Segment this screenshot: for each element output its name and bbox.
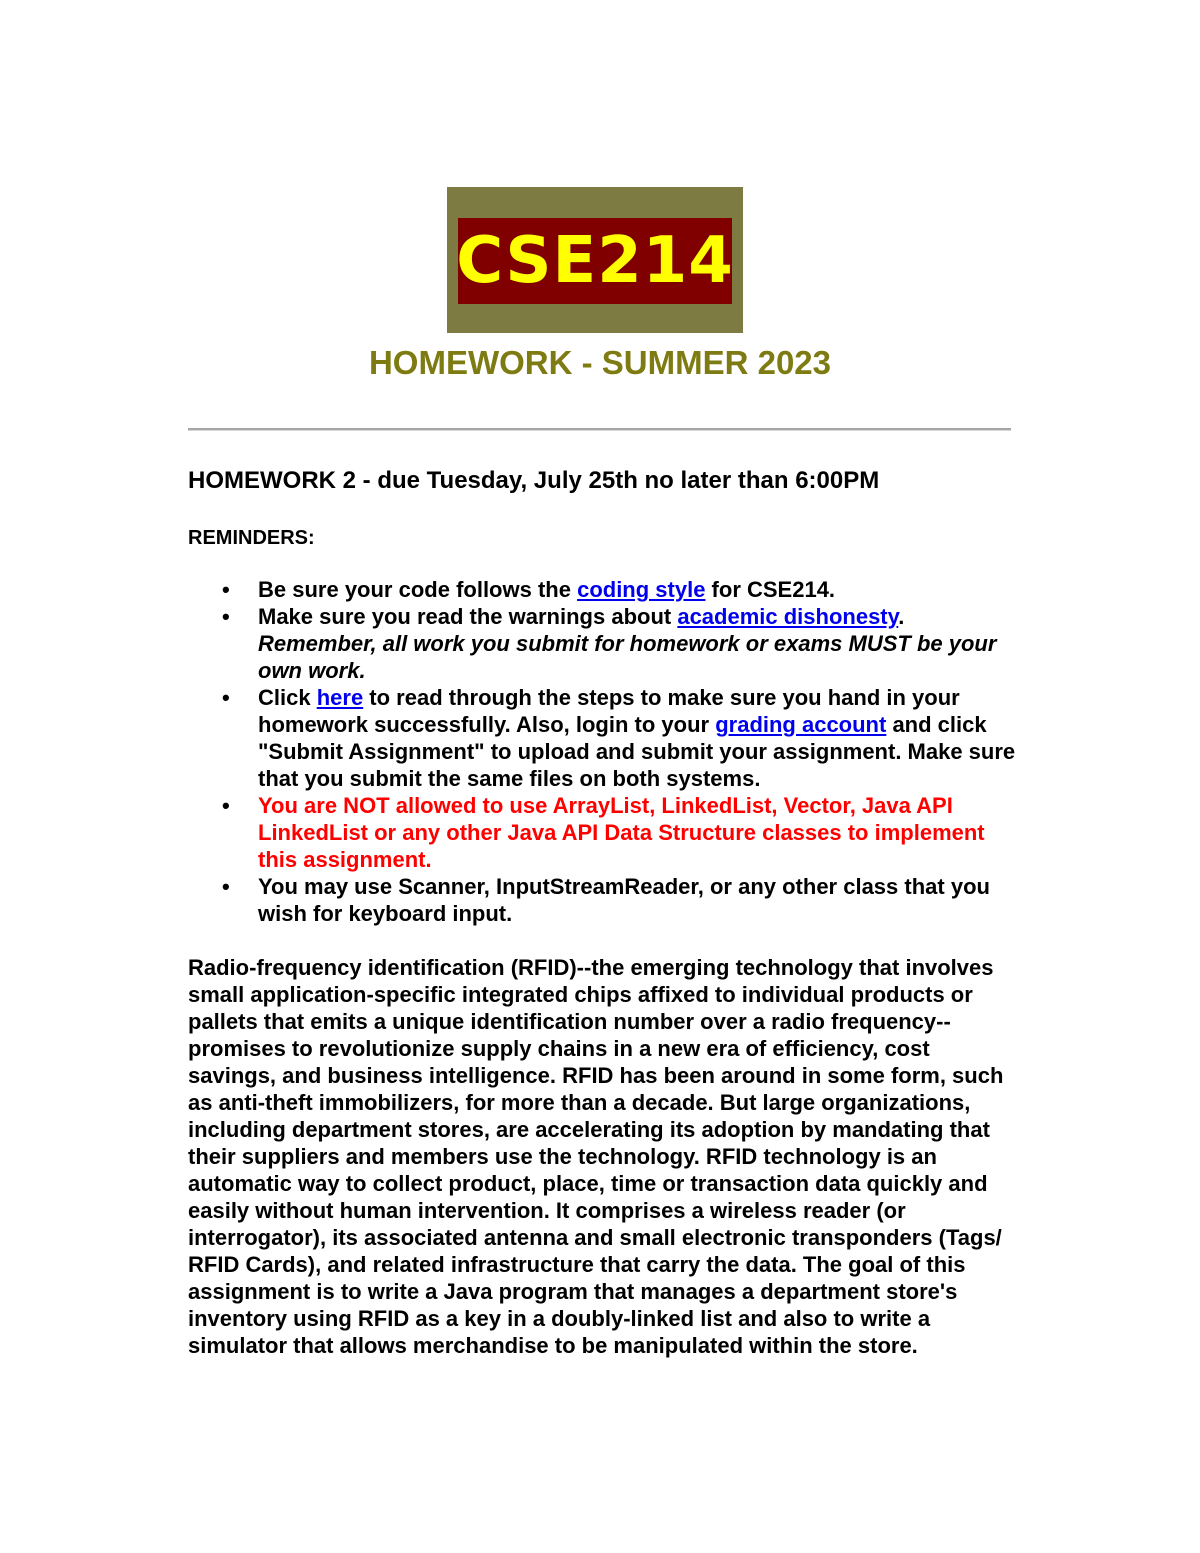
- reminder-text: Be sure your code follows the: [258, 577, 578, 602]
- course-logo-plate: [458, 218, 732, 304]
- reminder-text: You may use Scanner, InputStreamReader, or any other class that you wish for keyboard input.: [258, 874, 990, 926]
- reminder-warning-text: You are NOT allowed to use ArrayList, LinkedList, Vector, Java API LinkedList or any other Java API Data Structure classes to implement this assignment.: [258, 793, 985, 872]
- course-logo-text: CSE214: [456, 224, 734, 298]
- reminder-text: Click: [258, 685, 317, 710]
- reminder-coding-style: [222, 576, 1018, 603]
- course-logo: [447, 187, 743, 333]
- reminder-text: Make sure you read the warnings about: [258, 604, 678, 629]
- reminder-text: .: [898, 604, 905, 629]
- intro-paragraph: Radio-frequency identification (RFID)--the emerging technology that involves small application-specific integrated chips affixed to individual products or pallets that emits a unique identification number over a radio frequency-- promises to revolutionize supply chains in a new era of efficiency, cost savings, and business intelligence. RFID has been around in some form, such as anti-theft immobilizers, for more than a decade. But large organizations, including department stores, are accelerating its adoption by mandating that their suppliers and members use the technology. RFID technology is an automatic way to collect product, place, time or transaction data quickly and easily without human intervention. It comprises a wireless reader (or interrogator), its associated antenna and small electronic transponders (Tags/ RFID Cards), and related infrastructure that carry the data. The goal of this assignment is to write a Java program that manages a department store's inventory using RFID as a key in a doubly-linked list and also to write a simulator that allows merchandise to be manipulated within the store.: [188, 955, 1004, 1358]
- reminder-text: for CSE214.: [705, 577, 836, 602]
- grading-account-link[interactable]: grading account: [715, 712, 887, 737]
- reminder-academic-dishonesty: [222, 603, 1018, 684]
- academic-dishonesty-link[interactable]: academic dishonesty: [677, 604, 899, 629]
- reminder-text: to read through the steps to make sure you hand in your homework successfully. Also, login to your: [258, 685, 960, 737]
- reminder-emphasis: Remember, all work you submit for homework or exams MUST be your own work.: [258, 631, 997, 683]
- bullet-icon: •: [222, 577, 230, 602]
- main-content: [188, 466, 1018, 1359]
- page-subtitle: HOMEWORK - SUMMER 2023: [368, 344, 832, 381]
- bullet-icon: •: [222, 874, 230, 899]
- reminder-keyboard-input: [222, 873, 1018, 927]
- reminder-submission: [222, 684, 1018, 792]
- submission-steps-link[interactable]: here: [316, 685, 364, 710]
- bullet-icon: •: [222, 604, 230, 629]
- assignment-title: HOMEWORK 2 - due Tuesday, July 25th no later than 6:00PM: [188, 467, 880, 494]
- horizontal-rule: [188, 428, 1011, 431]
- reminder-text: and click "Submit Assignment" to upload and submit your assignment. Make sure that you submit the same files on both systems.: [258, 712, 1016, 791]
- reminders-list: [188, 576, 1018, 927]
- reminders-heading: REMINDERS:: [188, 527, 315, 549]
- reminder-restrictions: [222, 792, 1018, 873]
- bullet-icon: •: [222, 793, 230, 818]
- coding-style-link[interactable]: coding style: [577, 577, 706, 602]
- bullet-icon: •: [222, 685, 230, 710]
